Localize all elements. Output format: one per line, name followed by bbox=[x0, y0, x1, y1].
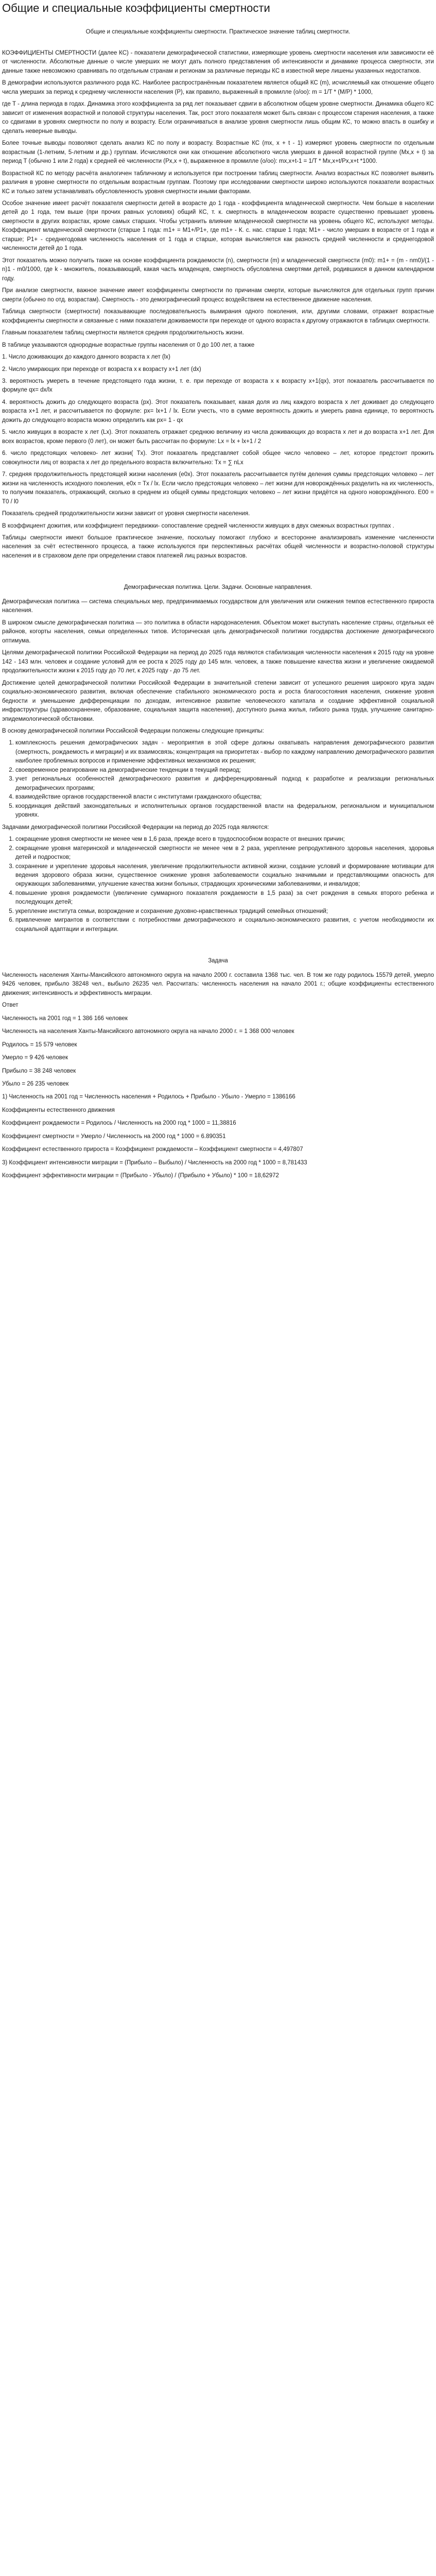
paragraph: В таблице указываются однородные возрастные группы населения от 0 до 100 лет, а также bbox=[2, 342, 255, 348]
paragraph: Более точные выводы позволяют сделать анализ КС по полу и возрасту. Возрастные КС (mx, x + t - 1) измеряют уровень смертности по отдельным возрастным (1-летним, 5-летним и др.) группам. Исчисляются они как отношение абсолютного числа умерших в данной возрастной группе (Mx,x + t) за период T (обычно 1 или 2 года) к средней её численности (Px,x + t), выраженное в промилле (о/оо): mx,x+t-1 = 1/T * Mx,x+t/Px,x+t *1000. bbox=[2, 140, 434, 165]
list-item: 4. вероятность дожить до следующего возраста (px). Этот показатель показывает, какая доля из лиц каждого возраста x лет доживает до следующего возраста x+1 лет, и рассчитывается по формуле: px= lx+1 / lx. Если учесть, что в сумме вероятность дожить и умереть равна единице, то вероятность дожить до следующего возраста можно определить как px= 1 - qx bbox=[2, 399, 434, 423]
list-item: 2. своевременное реагирование на демографические тенденции в текущий период; bbox=[15, 766, 434, 775]
paragraph: В коэффициент дожития, или коэффициент передвижки- сопоставление средней численности живущих в двух смежных возрастных группах . bbox=[2, 522, 394, 529]
list-item: 4. повышение уровня рождаемости (увеличение суммарного показателя рождаемости в 1,5 раза) за счет рождения в семьях второго ребенка и последующих детей; bbox=[15, 889, 434, 907]
calc-line: Прибыло = 38 248 человек bbox=[2, 1067, 76, 1074]
calc-line: Коэффициент рождаемости = Родилось / Численность на 2000 год * 1000 = 11,38816 bbox=[2, 1120, 236, 1127]
calc-line: Численность на 2001 год = 1 386 166 человек bbox=[2, 1015, 128, 1022]
paragraph: Таблицы смертности имеют большое практическое значение, поскольку помогают глубоко и всесторонне анализировать изменение численности населения за счёт естественного процесса, а также используются при перспективных расчётах общей численности и возрастно-половой структуры населения и в страховом деле при определении ставок платежей лиц разных возрастов. bbox=[2, 535, 434, 559]
calc-line: Коэффициенты естественного движения bbox=[2, 1107, 115, 1113]
list-item: 3. вероятность умереть в течение предстоящего года жизни, т. е. при переходе от возраста x к возрасту x+1(qx), этот показатель рассчитывается по формуле qx= dx/lx bbox=[2, 378, 434, 394]
list-item: 2. Число умирающих при переходе от возраста x к возрасту x+1 лет (dx) bbox=[2, 366, 201, 372]
page-title: Общие и специальные коэффициенты смертности bbox=[2, 2, 270, 14]
paragraph: При анализе смертности, важное значение имеет коэффициенты смертности по причинам смерти, которые вычисляются для отдельных групп причин смерти (обычно по отд. возрастам). Смертность - это демографический процесс воздействием на естественное движение населения. bbox=[2, 287, 434, 303]
paragraphs-part1 bbox=[2, 49, 434, 350]
list-item: 1. Число доживающих до каждого данного возраста x лет (lx) bbox=[2, 354, 170, 361]
paragraph: где T - длина периода в годах. Динамика этого коэффициента за ряд лет показывает сдвиги в абсолютном общем уровне смертности. Динамика общего КС зависит от изменения возрастной и половой структуры населения. Так, рост этого показателя может быть связан с процессом старения населения, а также со сдвигами в уровнях смертности по полу и возрасту. Если ограничиваться в анализе уровня смертности лишь общим КС, то можно впасть в ошибку и сделать неверные выводы. bbox=[2, 101, 434, 134]
paragraph: Численность населения Ханты-Мансийского автономного округа на начало 2000 г. составила 1368 тыс. чел. В том же году родилось 15579 детей, умерло 9426 человек, прибыло 38248 чел., выбыло 26235 чел. Рассчитать: численность населения на начало 2001 г.; общие коэффициенты естественного движения; интенсивность и эффективность миграции. bbox=[2, 972, 434, 996]
calc-line: Коэффициент естественного прироста = Коэффициент рождаемости – Коэффициент смертности = 4,497807 bbox=[2, 1146, 303, 1153]
list-item: 5. укрепление института семьи, возрождение и сохранение духовно-нравственных традиций семейных отношений; bbox=[15, 907, 434, 916]
article-body bbox=[2, 28, 434, 1181]
paragraph: Главным показателем таблиц смертности является средняя продолжительность жизни. bbox=[2, 330, 244, 336]
list-item: 3. сохранение и укрепление здоровья населения, увеличение продолжительности активной жизни, создание условий и формирование мотивации для ведения здорового образа жизни, существенное снижение уровня заболеваемости социально значимыми и представляющими опасность для окружающих заболеваниями, улучшение качества жизни больных, страдающих хроническими заболеваниями, и инвалидов; bbox=[15, 862, 434, 889]
list-item: 7. средняя продолжительность предстоящей жизни населения (e0x). Этот показатель рассчитывается путём деления суммы предстоящих человеко – лет жизни на численность исходного поколения, e0x = Tx / lx. Если число предстоящих человеко – лет жизни для новорождённых разделить на их численность, то получим показатель, отражающий, сколько в среднем из общей суммы предстоящих человеко – лет жизни придётся на одного новорождённого. E00 = T0 / l0 bbox=[2, 471, 434, 505]
list-item: 5. координация действий законодательных и исполнительных органов государственной власти на федеральном, региональном и муниципальном уровнях. bbox=[15, 802, 434, 820]
calc-line: Умерло = 9 426 человек bbox=[2, 1055, 68, 1061]
principles-list bbox=[2, 739, 434, 820]
life-table-columns bbox=[2, 353, 434, 506]
problem-title: Задача bbox=[208, 958, 228, 964]
list-item: 1. сокращение уровня смертности не менее чем в 1,6 раза, прежде всего в трудоспособном возрасте от внешних причин; bbox=[15, 835, 434, 844]
paragraph: В основу демографической политики Российской Федерации положены следующие принципы: bbox=[2, 727, 264, 734]
paragraph: Особое значение имеет расчёт показателя смертности детей в возрасте до 1 года - коэффициента младенческой смертности. Чем больше в населении детей до 1 года, тем выше (при прочих равных условиях) общий КС, т. к. смертность в младенческом возрасте существенно превышает уровень смертности в других возрастах, кроме самых старших. Чтобы устранить влияние младенческой смертности на уровень общего КС, используют методы. Коэффициент младенческой смертности (старше 1 года: m1+ = M1+/P1+, где m1+ - К. с. нас. старше 1 года; M1+ - число умерших в возрасте от 1 года и старше; P1+ - среднегодовая численность населения от 1 года и старше, которая вычисляется как разность средней численности и среднегодовой численности детей до 1 года. bbox=[2, 200, 434, 252]
list-item: 6. число предстоящих человеко- лет жизни( Tx). Этот показатель представляет собой общее число человеко – лет, которое предстоит прожить совокупности лиц от возраста x лет до предельного возраста включительно: Tx = ∑ nLx bbox=[2, 450, 434, 466]
paragraph: Таблица смертности (смертности) показывающие последовательность вымирания одного поколения, или, другими словами, отражает возрастные коэффициенты смертности и связанные с ними показатели доживаемости при переходе от одного возраста к другому отражаются в таблицах смертности. bbox=[2, 309, 434, 324]
paragraphs-part3 bbox=[2, 598, 434, 736]
list-item: 3. учет региональных особенностей демографического развития и дифференцированный подход к разработке и реализации региональных демографических программ; bbox=[15, 775, 434, 793]
paragraph: Этот показатель можно получить также на основе коэффициента рождаемости (n), смертности (m) и младенческой смертности (m0): m1+ = (m - nm0)/(1 - n)1 - m0/1000, где k - множитель, показывающий, какая часть младенцев, смертность обусловлена смертями детей, родившихся в данном календарном году. bbox=[2, 257, 434, 282]
paragraph: КОЭФФИЦИЕНТЫ СМЕРТНОСТИ (далее КС) - показатели демографической статистики, измеряющие уровень смертности населения или зависимости её от численности. Абсолютные данные о числе умерших не могут дать полного представления об интенсивности и динамике процесса смертности, эти данные также невозможно сравнивать по отдельным странам и регионам за различные периоды КС в известной мере лишены указанных недостатков. bbox=[2, 49, 434, 74]
paragraph: Возрастной КС по методу расчёта аналогичен табличному и используется при построении таблиц смертности. Анализ возрастных КС позволяет выявить различия в уровне смертности по отдельным возрастным группам. Поэтому при исследовании смертности широко используются показатели возрастных КС и только затем устанавливать обусловленность уровня смертности иными факторами. bbox=[2, 170, 434, 195]
paragraphs-part2 bbox=[2, 510, 434, 561]
paragraph: В широком смысле демографическая политика — это политика в области народонаселения. Объектом может выступать население страны, отдельных её районов, когорты населения, семьи определенных типов. Историческая цель демографической политики государства достижение демографического оптимума. bbox=[2, 619, 434, 644]
calc-line: Родилось = 15 579 человек bbox=[2, 1041, 77, 1048]
answer-label: Ответ bbox=[2, 1002, 19, 1009]
list-item: 6. привлечение мигрантов в соответствии с потребностями демографического и социально-экономического развития, с учетом необходимости их социальной адаптации и интеграции. bbox=[15, 916, 434, 934]
calc-line: Убыло = 26 235 человек bbox=[2, 1080, 69, 1087]
list-item: 5. число живущих в возрасте x лет (Lx). Этот показатель отражает среднюю величину из числа доживающих до возраста x лет и до возраста x+1 лет. Для всех возрастов, кроме первого (0 лет), он может быть рассчитан по формуле: Lx = lx + lx+1 / 2 bbox=[2, 429, 434, 445]
calc-line: Численность на населения Ханты-Мансийского автономного округа на начало 2000 г. = 1 368 000 человек bbox=[2, 1028, 294, 1035]
paragraph: Целями демографической политики Российской Федерации на период до 2025 года являются стабилизация численности населения к 2015 году на уровне 142 - 143 млн. человек и создание условий для ее роста к 2025 году до 145 млн. человек, а также повышение качества жизни и увеличение ожидаемой продолжительности жизни к 2015 году до 70 лет, к 2025 году - до 75 лет. bbox=[2, 650, 434, 674]
list-item: 2. сокращение уровня материнской и младенческой смертности не менее чем в 2 раза, укрепление репродуктивного здоровья населения, здоровья детей и подростков; bbox=[15, 844, 434, 862]
calc-line: Коэффициент эффективности миграции = (Прибыло - Убыло) / (Прибыло + Убыло) * 100 = 18,62972 bbox=[2, 1173, 279, 1179]
calc-line: Коэффициент смертности = Умерло / Численность на 2000 год * 1000 = 6.890351 bbox=[2, 1133, 226, 1140]
section-title: Демографическая политика. Цели. Задачи. Основные направления. bbox=[124, 584, 312, 591]
paragraph: Достижение целей демографической политики Российской Федерации в значительной степени зависит от успешного решения широкого круга задач социально-экономического развития, включая обеспечение стабильного экономического роста и роста благосостояния населения, снижение уровня бедности и уменьшение дифференциации по доходам, интенсивное развитие человеческого капитала и создание эффективной социальной инфраструктуры (здравоохранение, образование, социальная защита населения), доступного рынка жилья, гибкого рынка труда, улучшение санитарно-эпидемиологической обстановки. bbox=[2, 680, 434, 722]
list-item: 4. взаимодействие органов государственной власти с институтами гражданского общества; bbox=[15, 793, 434, 802]
article-subtitle: Общие и специальные коэффициенты смертности. Практическое значение таблиц смертности. bbox=[85, 28, 351, 35]
calc-line: 1) Численность на 2001 год = Численность населения + Родилось + Прибыло - Убыло - Умерло = 1386166 bbox=[2, 1094, 295, 1100]
tasks-list bbox=[2, 835, 434, 934]
problem-statement bbox=[2, 971, 434, 998]
solution bbox=[2, 1001, 434, 1181]
paragraph: Показатель средней продолжительности жизни зависит от уровня смертности населения. bbox=[2, 511, 250, 517]
paragraph: Демографическая политика — система специальных мер, предпринимаемых государством для увеличения или снижения темпов естественного прироста населения. bbox=[2, 598, 434, 614]
calc-line: 3) Коэффициент интенсивности миграции = (Прибыло – Выбыло) / Численность на 2000 год * 1000 = 8,781433 bbox=[2, 1159, 307, 1166]
tasks-intro: Задачами демографической политики Российской Федерации на период до 2025 года являются: bbox=[2, 824, 269, 831]
list-item: 1. комплексность решения демографических задач - мероприятия в этой сфере должны охватывать направления демографического развития (смертность, рождаемость и миграции) и их взаимосвязь; концентрация на приоритетах - выбор по каждому направлению демографического развития наиболее проблемных вопросов и применение эффективных механизмов их решения; bbox=[15, 739, 434, 766]
page bbox=[0, 0, 436, 1181]
paragraph: В демографии используются различного рода КС. Наиболее распространённым показателем является общий КС (m), исчисляемый как отношение общего числа умерших за период к среднему численности населения (P), как правило, выраженный в промилле (о/оо): m = 1/T * (M/P) * 1000, bbox=[2, 80, 434, 95]
